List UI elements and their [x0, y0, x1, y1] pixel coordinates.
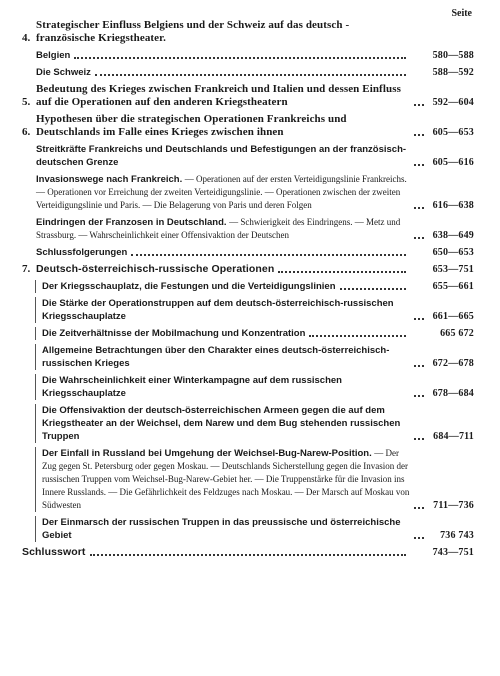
- toc-chapter: [22, 83, 474, 109]
- section-heading: Der Kriegsschauplatz, die Festungen und die Verteidigungslinien: [42, 281, 336, 292]
- chapter-number: 5.: [22, 96, 31, 108]
- section-heading: Schlussfolgerungen: [36, 247, 128, 258]
- page-range: 592—604: [432, 97, 474, 108]
- section-title: [36, 49, 70, 62]
- section-title: [36, 246, 127, 259]
- section-title: [42, 280, 336, 293]
- page-range: 736 743: [440, 530, 474, 541]
- chapter-title: Deutsch-österreichisch-russische Operationen: [36, 263, 275, 275]
- toc-section: [35, 327, 474, 340]
- section-heading: Die Stärke der Operationstruppen auf dem deutsch-österreichisch-russischen Kriegsschauplatze: [42, 298, 394, 322]
- page-range: 665 672: [440, 328, 474, 339]
- page-range: 605—616: [432, 157, 474, 168]
- section-title: [42, 327, 305, 340]
- section-title: [42, 297, 410, 323]
- section-heading: Die Schweiz: [36, 67, 91, 78]
- toc-section: [35, 447, 474, 512]
- toc-section: [35, 297, 474, 323]
- dot-leader: [340, 288, 407, 290]
- page-range: 672—678: [432, 358, 474, 369]
- page-range: 711—736: [433, 500, 474, 511]
- section-description: — Operationen auf der ersten Verteidigungslinie Frankreichs. — Operationen vor Erreichung der zweiten Verteidigungslinie. — Operationen zwischen der zweiten Verteidigungslinie und Paris. — Die Belagerung von Paris und deren Folgen: [36, 174, 407, 210]
- chapter-number: 7.: [22, 263, 31, 275]
- toc-section: [36, 66, 474, 79]
- section-title: [36, 173, 410, 212]
- dot-leader: [74, 57, 406, 59]
- dot-leader: [278, 271, 406, 273]
- section-heading: Allgemeine Betrachtungen über den Charakter eines deutsch-österreichisch-russischen Krieges: [42, 345, 390, 369]
- chapter-title: Strategischer Einfluss Belgiens und der Schweiz auf das deutsch - französische Kriegstheater.: [36, 19, 350, 44]
- toc-section: [36, 143, 474, 169]
- section-heading: Belgien: [36, 50, 71, 61]
- section-heading: Invasionswege nach Frankreich.: [36, 174, 183, 185]
- section-description: — Schwierigkeit des Eindringens. — Metz und Strassburg. — Wahrscheinlichkeit einer Offensivaktion der Deutschen: [36, 217, 401, 240]
- toc-section: [35, 516, 474, 542]
- table-of-contents: [22, 19, 474, 563]
- section-heading: Der Einfall in Russland bei Umgehung der Weichsel-Bug-Narew-Position.: [42, 448, 372, 459]
- section-title: [42, 447, 410, 512]
- page-range: 616—638: [432, 200, 474, 211]
- toc-chapter: [22, 546, 474, 559]
- chapter-number: 6.: [22, 126, 31, 138]
- chapter-title: Schlusswort: [22, 546, 86, 558]
- section-title: [42, 404, 410, 443]
- toc-section: [35, 280, 474, 293]
- section-title: [42, 516, 410, 542]
- chapter-title: Hypothesen über die strategischen Operationen Frankreichs und Deutschlands im Falle eines Krieges zwischen ihnen: [36, 113, 347, 138]
- toc-section: [36, 246, 474, 259]
- page-range: 661—665: [432, 311, 474, 322]
- toc-chapter: [22, 263, 474, 276]
- toc-section: [36, 173, 474, 212]
- page-range: 653—751: [432, 264, 474, 275]
- page-range: 678—684: [432, 388, 474, 399]
- toc-section: [35, 374, 474, 400]
- section-title: [42, 374, 410, 400]
- page-header-seite: Seite: [451, 8, 472, 19]
- section-title: [42, 344, 410, 370]
- dot-leader: [309, 335, 406, 337]
- toc-section: [35, 404, 474, 443]
- section-heading: Eindringen der Franzosen in Deutschland.: [36, 217, 227, 228]
- toc-chapter: [22, 113, 474, 139]
- toc-chapter: [22, 19, 474, 45]
- page-range: 650—653: [432, 247, 474, 258]
- page-range: 684—711: [433, 431, 474, 442]
- section-heading: Die Wahrscheinlichkeit einer Winterkampagne auf dem russischen Kriegsschauplatze: [42, 375, 342, 399]
- toc-section: [35, 344, 474, 370]
- section-title: [36, 143, 410, 169]
- chapter-title: Bedeutung des Krieges zwischen Frankreich und Italien und dessen Einfluss auf die Operationen auf den anderen Kriegstheatern: [36, 83, 401, 108]
- section-heading: Die Offensivaktion der deutsch-österreichischen Armeen gegen die auf dem Kriegstheater an der Weichsel, dem Narew und dem Bug stehenden russischen Truppen: [42, 405, 401, 442]
- toc-section: [36, 49, 474, 62]
- toc-section: [36, 216, 474, 242]
- page-range: 588—592: [432, 67, 474, 78]
- dot-leader: [95, 74, 406, 76]
- section-description: — Der Zug gegen St. Petersburg oder gegen Moskau. — Deutschlands Sicherstellung gegen die Invasion der russischen Truppen vom Weichsel-Bug-Narew-Gebiet her. — Die Truppenstärke für die Invasion ins Innere Russlands. — Die Gefährlichkeit des Feldzuges nach Moskau. — Der Marsch auf Moskau von Südwesten: [42, 448, 410, 510]
- chapter-number: 4.: [22, 32, 31, 44]
- page-range: 655—661: [432, 281, 474, 292]
- section-title: [36, 216, 410, 242]
- section-heading: Die Zeitverhältnisse der Mobilmachung und Konzentration: [42, 328, 306, 339]
- page-range: 638—649: [432, 230, 474, 241]
- page-range: 605—653: [432, 127, 474, 138]
- section-heading: Der Einmarsch der russischen Truppen in das preussische und österreichische Gebiet: [42, 517, 401, 541]
- dot-leader: [90, 554, 406, 556]
- page-range: 580—588: [432, 50, 474, 61]
- page-range: 743—751: [432, 547, 474, 558]
- dot-leader: [131, 254, 406, 256]
- section-title: [36, 66, 91, 79]
- section-heading: Streitkräfte Frankreichs und Deutschlands und Befestigungen an der französisch-deutschen Grenze: [36, 144, 407, 168]
